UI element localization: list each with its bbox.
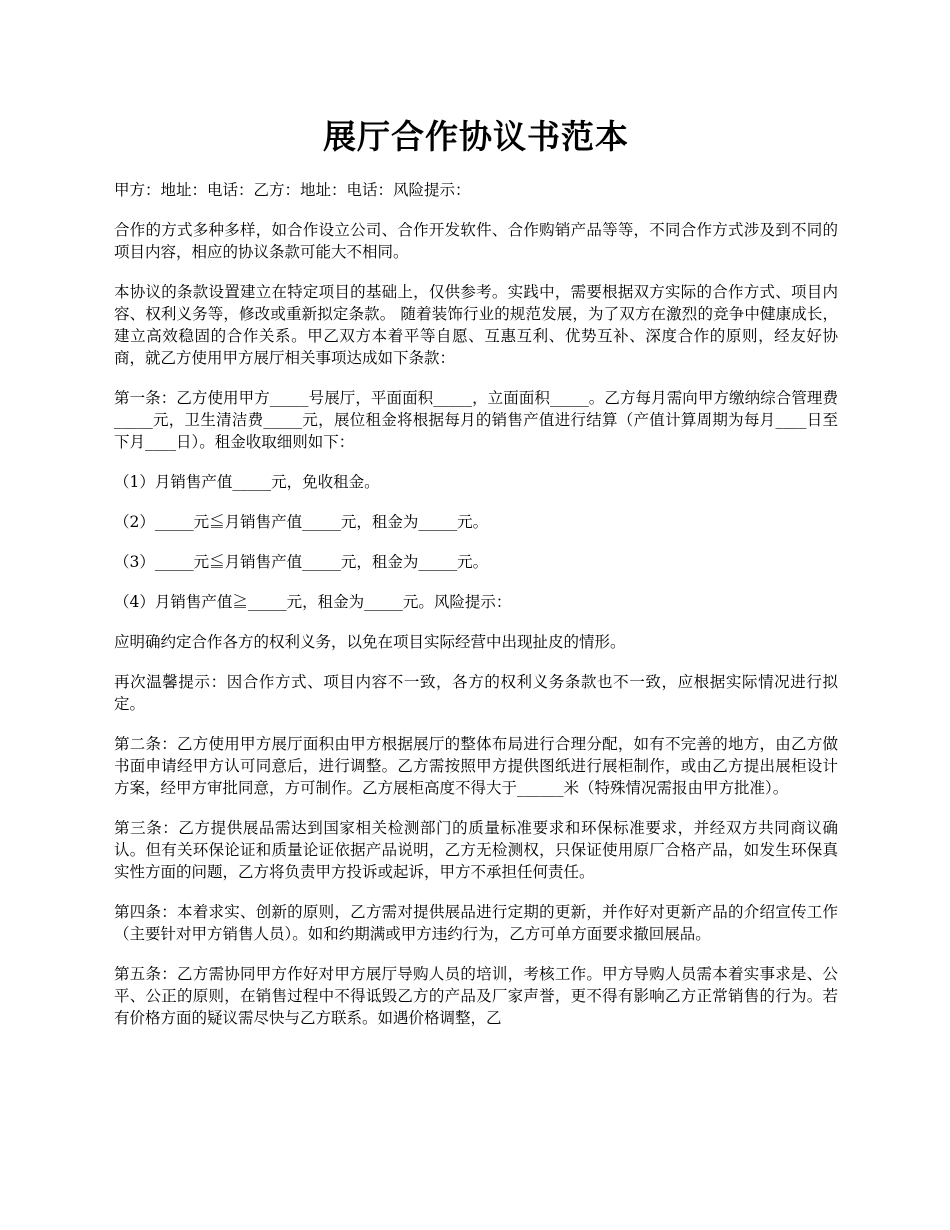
article-1: 第一条：乙方使用甲方_____号展厅，平面面积_____，立面面积_____。乙方每月需向甲方缴纳综合管理费_____元，卫生清洁费_____元，展位租金将根据每月的销售产值进行结算（产值计算周期为每月____日至下月____日）。租金收取细则如下：	[114, 389, 838, 451]
risk-note: 应明确约定合作各方的权利义务，以免在项目实际经营中出现扯皮的情形。	[114, 633, 626, 651]
paragraph-cooperation-methods: 合作的方式多种多样，如合作设立公司、合作开发软件、合作购销产品等等，不同合作方式涉及到不同的项目内容，相应的协议条款可能大不相同。	[114, 221, 838, 261]
paragraph-preamble: 本协议的条款设置建立在特定项目的基础上，仅供参考。实践中，需要根据双方实际的合作方式、项目内容、权利义务等，修改或重新拟定条款。 随着装饰行业的规范发展，为了双方在激烈的竞争中健康成长，建立高效稳固的合作关系。甲乙双方本着平等自愿、互惠互利、优势互补、深度合作的原则，经友好协商，就乙方使用甲方展厅相关事项达成如下条款：	[114, 283, 838, 367]
rent-rule-4: （4）月销售产值≧_____元，租金为_____元。风险提示：	[114, 593, 512, 611]
parties-line: 甲方：地址：电话：乙方：地址：电话：风险提示：	[114, 181, 471, 199]
article-3: 第三条：乙方提供展品需达到国家相关检测部门的质量标准要求和环保标准要求，并经双方共同商议确认。但有关环保论证和质量论证依据产品说明，乙方无检测权，只保证使用原厂合格产品，如发生环保真实性方面的问题，乙方将负责甲方投诉或起诉，甲方不承担任何责任。	[114, 819, 838, 881]
rent-rule-2: （2）_____元≦月销售产值_____元，租金为_____元。	[114, 513, 489, 531]
rent-rule-3: （3）_____元≦月销售产值_____元，租金为_____元。	[114, 553, 489, 571]
document-title: 展厅合作协议书范本	[323, 117, 629, 156]
article-2: 第二条：乙方使用甲方展厅面积由甲方根据展厅的整体布局进行合理分配，如有不完善的地方，由乙方做书面申请经甲方认可同意后，进行调整。乙方需按照甲方提供图纸进行展柜制作，或由乙方提出展柜设计方案，经甲方审批同意，方可制作。乙方展柜高度不得大于______米（特殊情况需报由甲方批准）。	[114, 735, 838, 797]
rent-rule-1: （1）月销售产值_____元，免收租金。	[114, 473, 380, 491]
article-5: 第五条：乙方需协同甲方作好对甲方展厅导购人员的培训，考核工作。甲方导购人员需本着实事求是、公平、公正的原则，在销售过程中不得诋毁乙方的产品及厂家声誉，更不得有影响乙方正常销售的行为。若有价格方面的疑议需尽快与乙方联系。如遇价格调整，乙	[114, 965, 838, 1027]
reminder-note: 再次温馨提示：因合作方式、项目内容不一致，各方的权利义务条款也不一致，应根据实际情况进行拟定。	[114, 673, 838, 713]
article-4: 第四条：本着求实、创新的原则，乙方需对提供展品进行定期的更新，并作好对更新产品的介绍宣传工作（主要针对甲方销售人员）。如和约期满或甲方违约行为，乙方可单方面要求撤回展品。	[114, 903, 838, 943]
document-page	[114, 112, 838, 1047]
